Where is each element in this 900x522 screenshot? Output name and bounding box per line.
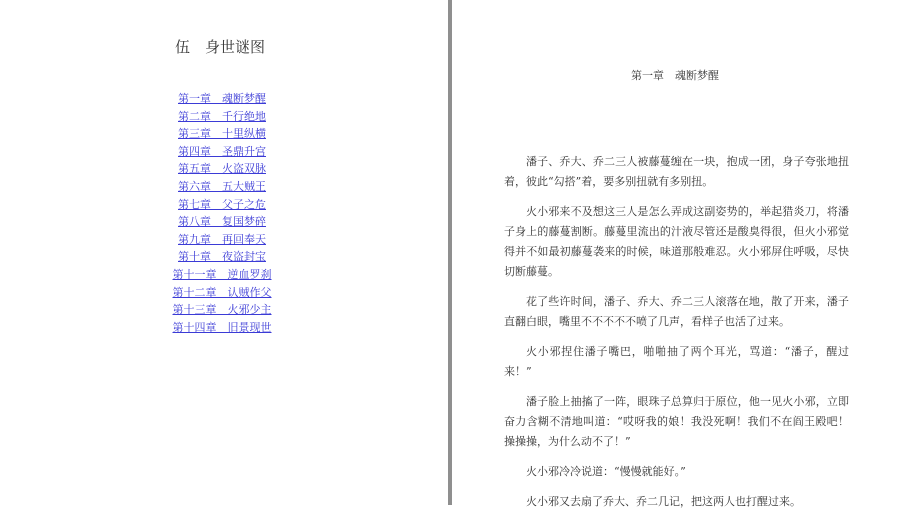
toc-link-13[interactable]: 第十三章 火邪少主: [172, 303, 272, 317]
left-page: [0, 0, 448, 505]
toc-item: [0, 125, 448, 143]
book-title: 伍 身世谜图: [174, 38, 265, 56]
toc-item: [0, 160, 448, 178]
chapter-content: [504, 152, 849, 522]
toc-link-4[interactable]: 第四章 圣鼎升宫: [178, 144, 266, 158]
table-of-contents: [0, 90, 448, 336]
toc-link-10[interactable]: 第十章 夜盗封宝: [178, 250, 266, 264]
toc-link-2[interactable]: 第二章 千行绝地: [178, 109, 266, 123]
toc-item: [0, 266, 448, 284]
toc-item: [0, 90, 448, 108]
toc-item: [0, 301, 448, 319]
toc-item: [0, 319, 448, 337]
toc-link-11[interactable]: 第十一章 逆血罗刹: [172, 267, 272, 281]
paragraph-6: 火小邪冷冷说道：“慢慢就能好。”: [526, 465, 686, 478]
toc-item: [0, 284, 448, 302]
toc-item: [0, 248, 448, 266]
paragraph-4: 火小邪捏住潘子嘴巴，啪啪抽了两个耳光，骂道：“潘子，醒过来！”: [504, 345, 849, 378]
toc-item: [0, 143, 448, 161]
paragraph-7: 火小邪又去扇了乔大、乔二几记，把这两人也打醒过来。: [526, 495, 801, 508]
chapter-title: 第一章 魂断梦醒: [631, 69, 719, 82]
toc-link-1[interactable]: 第一章 魂断梦醒: [178, 92, 266, 105]
toc-link-5[interactable]: 第五章 火盗双脉: [178, 162, 266, 176]
right-page: [452, 0, 900, 508]
toc-link-14[interactable]: 第十四章 旧景现世: [172, 320, 272, 334]
toc-item: [0, 231, 448, 249]
toc-item: [0, 213, 448, 231]
toc-item: [0, 196, 448, 214]
toc-link-6[interactable]: 第六章 五大贼王: [178, 179, 266, 193]
toc-link-9[interactable]: 第九章 再回奉天: [178, 232, 266, 246]
toc-link-8[interactable]: 第八章 复国梦碎: [178, 215, 266, 229]
toc-link-3[interactable]: 第三章 十里纵横: [178, 127, 266, 141]
toc-link-7[interactable]: 第七章 父子之危: [178, 197, 266, 211]
toc-item: [0, 178, 448, 196]
paragraph-3: 花了些许时间，潘子、乔大、乔二三人滚落在地，散了开来，潘子直翻白眼，嘴里不不不不不喷了几声，看样子也活了过来。: [504, 295, 849, 328]
toc-item: [0, 108, 448, 126]
toc-link-12[interactable]: 第十二章 认贼作父: [172, 285, 272, 299]
paragraph-2: 火小邪来不及想这三人是怎么弄成这副姿势的，举起猎炎刀，将潘子身上的藤蔓割断。藤蔓里流出的汁液尽管还是酸臭得很，但火小邪觉得并不如最初藤蔓袭来的时候，味道那般难忍。火小邪屏住呼吸，尽快切断藤蔓。: [504, 205, 849, 278]
paragraph-5: 潘子脸上抽搐了一阵，眼珠子总算归于原位，他一见火小邪，立即奋力含糊不清地叫道：“哎呀我的娘！我没死啊！我们不在阎王殿吧！操操操，为什么动不了！”: [504, 395, 849, 448]
paragraph-1: 潘子、乔大、乔二三人被藤蔓缠在一块，抱成一团，身子夸张地扭着，彼此“勾搭”着，要多别扭就有多别扭。: [504, 155, 849, 188]
